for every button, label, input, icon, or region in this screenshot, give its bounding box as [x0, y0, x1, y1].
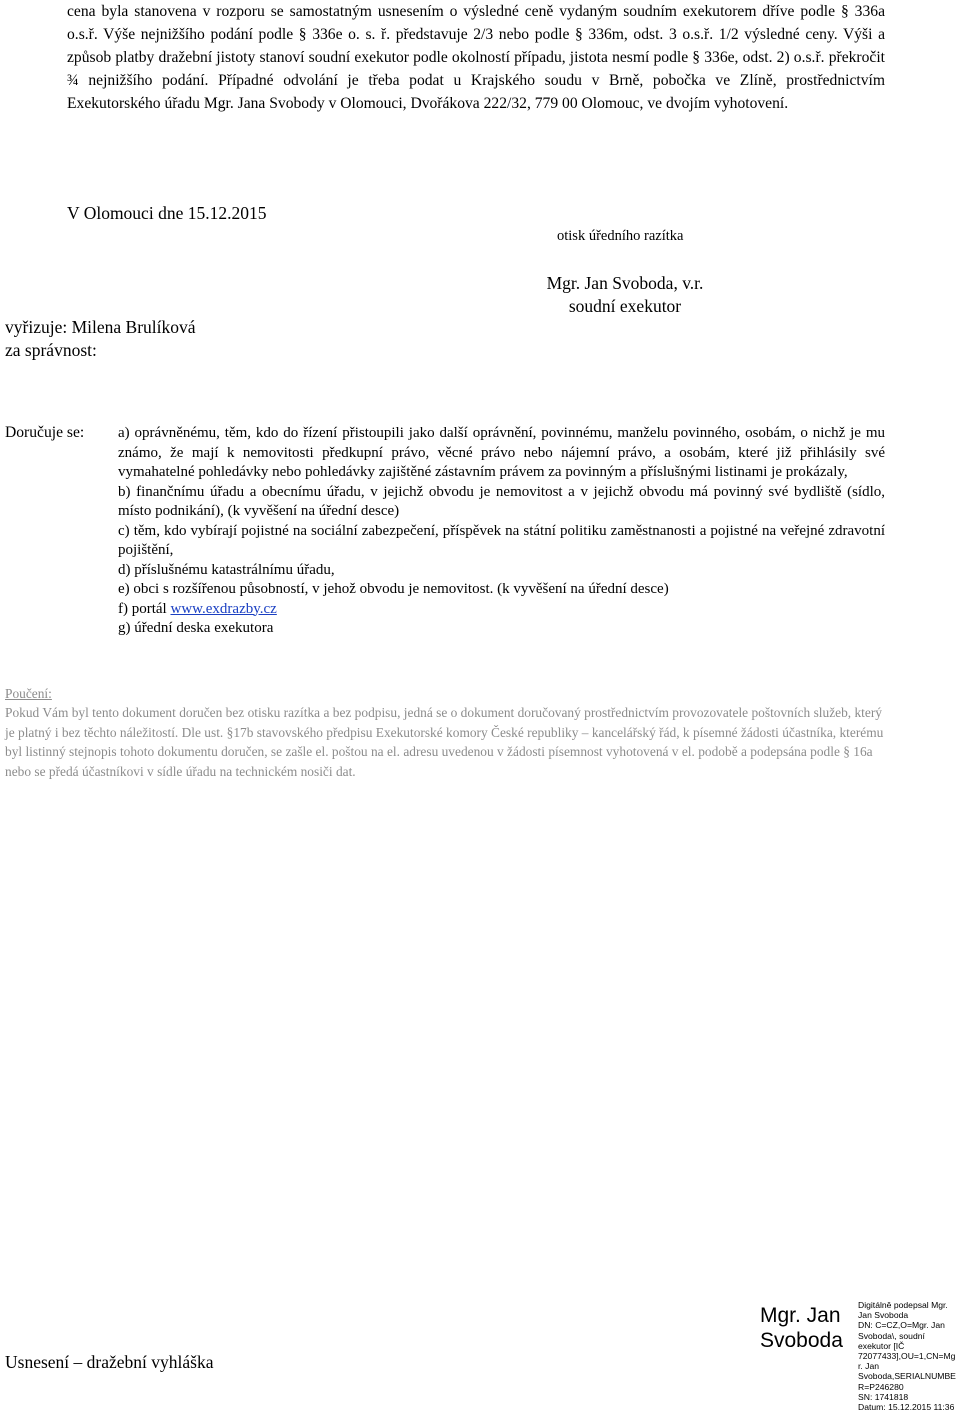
signature-name-line: Mgr. Jan — [760, 1304, 841, 1327]
delivery-item-portal — [118, 600, 885, 620]
delivery-item: c) těm, kdo vybírají pojistné na sociální zabezpečení, příspěvek na státní politiku zaměstnanosti a pojistné na veřejné zdravotní pojištění, — [118, 522, 885, 558]
signature-detail: Digitálně podepsal Mgr. — [858, 1300, 948, 1310]
handler-name: vyřizuje: Milena Brulíková — [5, 317, 196, 337]
signature-detail: R=P246280 — [858, 1381, 904, 1392]
digital-signature-details — [858, 1300, 958, 1412]
handler-block — [5, 316, 196, 362]
signature-detail: r. Jan — [858, 1361, 880, 1372]
signer-name: Mgr. Jan Svoboda, v.r. — [546, 273, 704, 293]
delivery-item: d) příslušnému katastrálnímu úřadu, — [118, 561, 335, 578]
signature-detail: 72077433],OU=1,CN=Mg — [858, 1351, 956, 1362]
portal-prefix: f) portál — [118, 600, 171, 617]
signature-detail: Svoboda,SERIALNUMBE — [858, 1371, 956, 1382]
signer-block — [512, 272, 738, 318]
document-footer-title: Usnesení – dražební vyhláška — [5, 1352, 214, 1372]
delivery-item: a) oprávněnému, těm, kdo do řízení přistoupili jako další oprávnění, povinnému, manželu povinného, osobám, o nichž je mu známo, že mají k nemovitosti předkupní právo, věcné právo nebo nájemní právo, a osobám, které již přihlásily své vymahatelné pohledávky nebo pohledávky zajištěné zástavním právem za povinným a příslušnými listinami je prokázaly, — [118, 425, 885, 480]
digital-signature-name — [760, 1303, 843, 1353]
signature-detail: exekutor [IČ — [858, 1340, 905, 1351]
signature-detail: SN: 1741818 — [858, 1391, 909, 1402]
signature-detail: Datum: 15.12.2015 11:36 — [858, 1402, 955, 1412]
delivery-list — [118, 424, 885, 639]
delivery-label: Doručuje se: — [5, 424, 85, 441]
delivery-item: b) finančnímu úřadu a obecnímu úřadu, v jejichž obvodu je nemovitost a v jejichž obvodu má povinný své bydliště (sídlo, místo podnikání), (k vyvěšení na úřední desce) — [118, 483, 885, 519]
notice-title: Poučení: — [5, 686, 52, 701]
signature-detail: DN: C=CZ,O=Mgr. Jan — [858, 1320, 945, 1331]
delivery-item: g) úřední deska exekutora — [118, 620, 274, 636]
notice-text: Pokud Vám byl tento dokument doručen bez otisku razítka a bez podpisu, jedná se o dokument doručovaný prostřednictvím provozovatele poštovních služeb, který je platný i bez těchto náležitostí. Dle ust. §17b stavovského předpisu Exekutorské komory České republiky – kancelářský řád, k písemné žádosti účastníka, kterému byl listinný stejnopis tohoto dokumentu doručen, se zašle el. poštou na el. adresu uvedenou v žádosti písemnost vyhotovená v el. podobě a podepsána podle § 16a nebo se předá účastníkovi v sídle úřadu na technickém nosiči dat. — [5, 705, 884, 779]
correctness-label: za správnost: — [5, 340, 97, 360]
signature-name-line: Svoboda — [760, 1329, 843, 1352]
delivery-item: e) obci s rozšířenou působností, v jehož obvodu je nemovitost. (k vyvěšení na úřední desce) — [118, 581, 669, 597]
signature-detail: Jan Svoboda — [858, 1310, 909, 1321]
date-line: V Olomouci dne 15.12.2015 — [67, 203, 267, 223]
continuation-paragraph — [67, 0, 885, 115]
signature-detail: Svoboda\, soudní — [858, 1330, 925, 1341]
stamp-note: otisk úředního razítka — [557, 228, 684, 244]
portal-link[interactable]: www.exdrazby.cz — [170, 600, 277, 617]
signer-role: soudní exekutor — [568, 296, 682, 316]
notice-block — [5, 684, 885, 781]
paragraph-text: cena byla stanovena v rozporu se samostatným usnesením o výsledné ceně vydaným soudním exekutorem dříve podle § 336a o.s.ř. Výše nejnižšího podání podle § 336e o. s. ř. představuje 2/3 nebo podle § 336m, odst. 3 o.s.ř. 1/2 výsledné ceny. Výši a způsob platby dražební jistoty stanoví soudní exekutor podle okolností případu, jistota nesmí podle § 336e, odst. 2) o.s.ř. překročit ¾ nejnižšího podání. Případné odvolání je třeba podat u Krajského soudu v Brně, pobočka ve Zlíně, prostřednictvím Exekutorského úřadu Mgr. Jana Svobody v Olomouci, Dvořákova 222/32, 779 00 Olomouc, ve dvojím vyhotovení. — [67, 3, 885, 112]
